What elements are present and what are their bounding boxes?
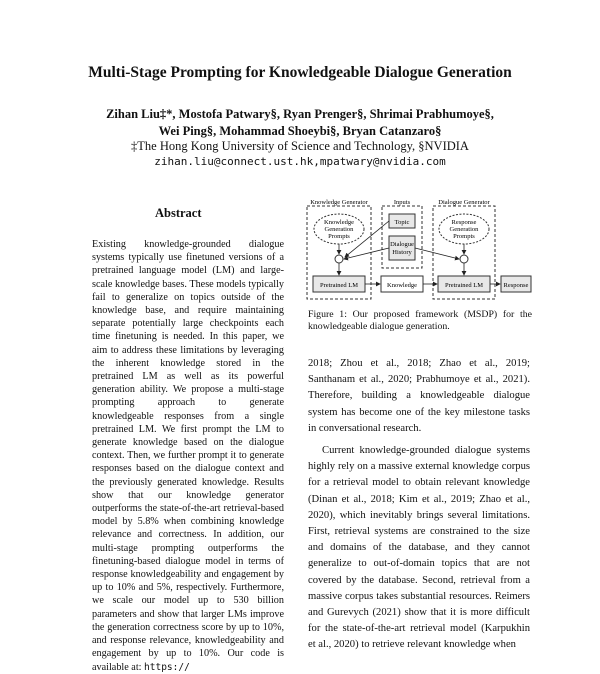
author-emails: zihan.liu@connect.ust.hk,mpatwary@nvidia.com [154,155,446,168]
kg-prompts-text-2: Generation [324,226,354,233]
plm-right-text: Pretrained LM [444,282,484,289]
paper-title: Multi-Stage Prompting for Knowledgeable Dialogue Generation [88,64,512,81]
kg-prompts-text-3: Prompts [328,233,350,240]
rg-prompts-text-3: Prompts [453,233,475,240]
plm-left-text: Pretrained LM [319,282,359,289]
history-text-1: Dialogue [390,241,414,248]
body-right-column [308,356,530,654]
topic-text: Topic [394,219,410,226]
abstract-text [92,238,284,674]
kg-combine-node [335,255,343,263]
rg-combine-node [460,255,468,263]
framework-figure [305,196,533,304]
knowledge-generator-label: Knowledge Generator [310,199,368,206]
history-text-2: History [392,249,412,256]
affiliations: ‡The Hong Kong University of Science and Technology, §NVIDIA [131,139,469,153]
author-line-1: Zihan Liu‡*, Mostofa Patwary§, Ryan Prenger§, Shrimai Prabhumoye§, [106,107,494,121]
code-link[interactable]: https:// [144,661,190,673]
inputs-label: Inputs [393,199,411,206]
body-paragraph-1: 2018; Zhou et al., 2018; Zhao et al., 2019; Santhanam et al., 2020; Prabhumoye et al., 2021). Therefore, building a knowledgeable dialogue system has become one of the key milestone tasks in conversational research. [308,358,530,434]
rg-prompts-text-1: Response [451,219,477,226]
knowledge-text: Knowledge [387,282,417,289]
response-text: Response [503,282,529,289]
abstract-heading: Abstract [155,206,202,220]
author-line-2: Wei Ping§, Mohammad Shoeybi§, Bryan Catanzaro§ [158,124,442,138]
kg-prompts-text-1: Knowledge [324,219,354,226]
author-list [40,106,560,140]
abstract-body-text: Existing knowledge-grounded dialogue systems typically use finetuned versions of a pretrained language model (LM) and large-scale knowledge bases. These models typically fail to generalize on topics outside of the knowledge base, and require maintaining separate potentially large checkpoints each time finetuning is needed. In this paper, we aim to address these limitations by leveraging the inherent knowledge stored in the pretrained LM as well as its powerful generation ability. We propose a multi-stage prompting approach to generate knowledgeable responses from a single pretrained LM. We first prompt the LM to generate knowledge based on the dialogue context. Then, we further prompt it to generate responses based on the dialogue context and the previously generated knowledge. Results show that our knowledge generator outperforms the state-of-the-art retrieval-based model by 5.8% when combining knowledge relevance and correctness. In addition, our multi-stage prompting outperforms the finetuning-based dialogue model in terms of response knowledgeability and engagement by up to 10% and 5%, respectively. Furthermore, we scale our model up to 530 billion parameters and show that larger LMs improve the generation correctness score by up to 10%, and response relevance, knowledgeability and engagement by up to 10%. Our code is available at: [92,239,284,673]
rg-prompts-text-2: Generation [449,226,479,233]
body-paragraph-2: Current knowledge-grounded dialogue systems highly rely on a massive external knowledge corpus for a retrieval model to obtain relevant knowledge (Dinan et al., 2018; Kim et al., 2019; Zhao et al., 2020), which inevitably brings several limitations. First, retrieval systems are constrained to the size and domains of the database, and they cannot generalize to out-of-domain topics that are not covered by the database. Second, retrieval from a massive corpus takes substantial resources. Reimers and Gurevych (2021) show that it is more difficult for the state-of-the-art retrieval model (Karpukhin et al., 2020) to retrieve relevant knowledge when [308,445,530,651]
figure-caption: Figure 1: Our proposed framework (MSDP) for the knowledgeable dialogue generation. [308,309,532,332]
dialogue-generator-label: Dialogue Generator [438,199,490,206]
dialogue-history-node [389,236,415,260]
